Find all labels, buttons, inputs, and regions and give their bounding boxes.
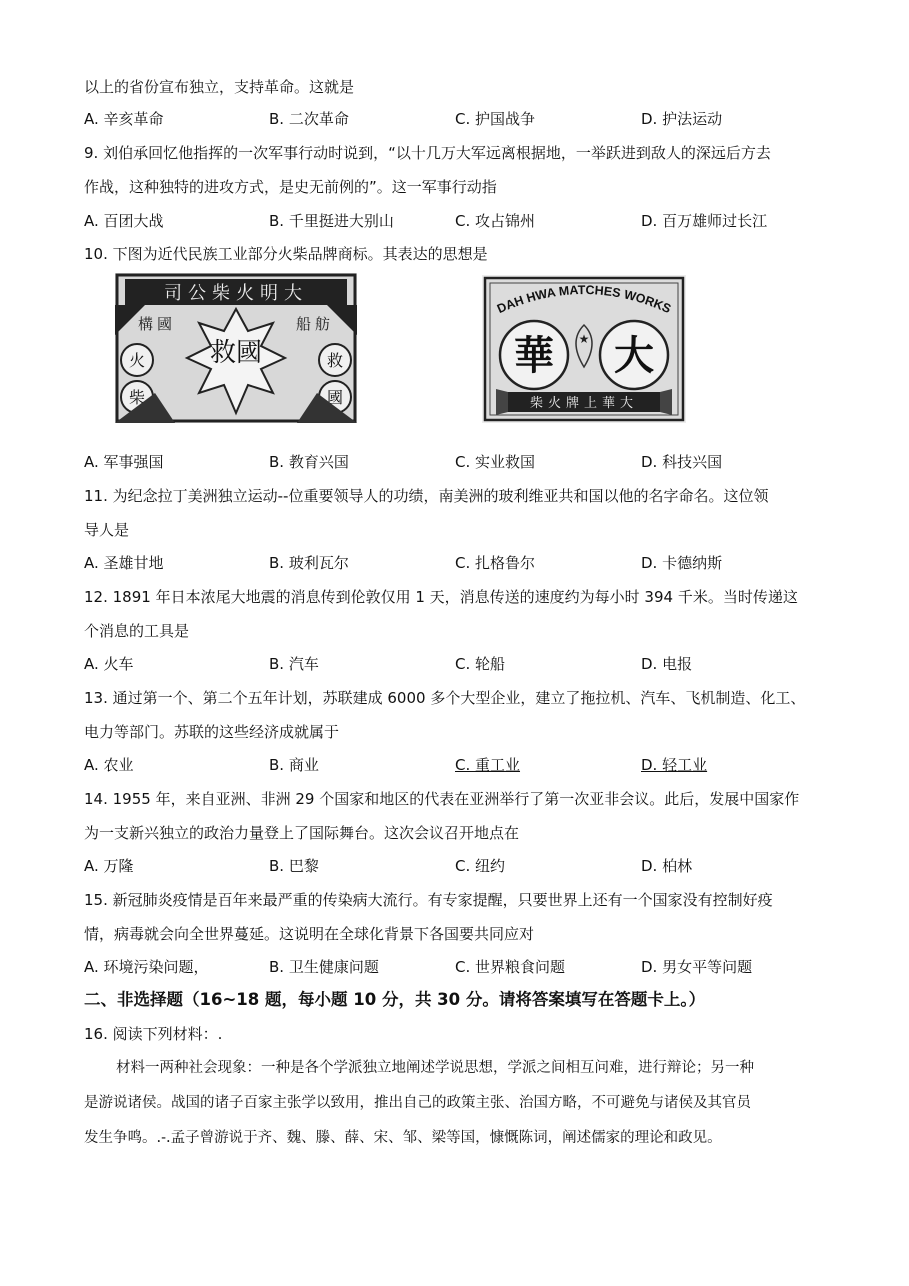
q11-stem-line2: 导人是 xyxy=(84,521,130,539)
label1-circle-nation: 國 xyxy=(326,388,344,407)
q13-option-d: D. 轻工业 xyxy=(641,756,708,774)
q15-stem-line1: 15. 新冠肺炎疫情是百年来最严重的传染病大流行。有专家提醒，只要世界上还有一个国家没有控制好疫 xyxy=(84,891,773,909)
q16-material-line2: 是游说诸侯。战国的诸子百家主张学以致用，推出自己的政策主张、治国方略，不可避免与诸侯及其官员 xyxy=(84,1095,751,1111)
label2-arc-text: DAH HWA MATCHES WORKS xyxy=(494,282,674,317)
q9-option-a: A. 百团大战 xyxy=(84,212,164,230)
q10-option-b: B. 教育兴国 xyxy=(269,453,349,471)
label1-right-text: 船舫 xyxy=(295,315,335,333)
star-icon: ★ xyxy=(578,332,590,346)
q10-option-a: A. 军事强国 xyxy=(84,453,164,471)
q11-options xyxy=(84,552,844,574)
q8-option-c: C. 护国战争 xyxy=(455,110,536,128)
q16-stem: 16. 阅读下列材料：. xyxy=(84,1025,223,1043)
q10-stem: 10. 下图为近代民族工业部分火柴品牌商标。其表达的思想是 xyxy=(84,245,488,263)
q14-stem-line1: 14. 1955 年，来自亚洲、非洲 29 个国家和地区的代表在亚洲举行了第一次亚非会议。此后，发展中国家作 xyxy=(84,790,800,808)
section2-heading: 二、非选择题（16~18 题，每小题 10 分，共 30 分。请将答案填写在答题卡上。） xyxy=(84,990,706,1009)
q9-stem-line1: 9. 刘伯承回忆他指挥的一次军事行动时说到，“以十几万大军远离根据地，一举跃进到敌人的深远后方去 xyxy=(84,144,771,162)
q12-option-a: A. 火车 xyxy=(84,655,134,673)
q15-option-b: B. 卫生健康问题 xyxy=(269,958,379,976)
q13-option-a: A. 农业 xyxy=(84,756,134,774)
q8-stem: 以上的省份宣布独立，支持革命。这就是 xyxy=(84,78,355,96)
q12-option-b: B. 汽车 xyxy=(269,655,319,673)
label1-top-text: 司公柴火明大 xyxy=(164,283,308,304)
q11-stem-line1: 11. 为纪念拉丁美洲独立运动--位重要领导人的功绩，南美洲的玻利维亚共和国以他的名字命名。这位领 xyxy=(84,487,769,505)
q8-options xyxy=(84,108,844,130)
q10-options xyxy=(84,451,844,473)
label2-bottom-text: 柴火牌上華大 xyxy=(529,396,639,411)
q10-option-c: C. 实业救国 xyxy=(455,453,536,471)
matchbox-label-jiuguo xyxy=(115,273,357,423)
q8-option-b: B. 二次革命 xyxy=(269,110,349,128)
q13-option-c: C. 重工业 xyxy=(455,756,521,774)
q13-stem-line1: 13. 通过第一个、第二个五年计划，苏联建成 6000 多个大型企业，建立了拖拉机、汽车、飞机制造、化工、 xyxy=(84,689,806,707)
q14-option-d: D. 柏林 xyxy=(641,857,693,875)
q10-option-d: D. 科技兴国 xyxy=(641,453,723,471)
q14-option-c: C. 纽约 xyxy=(455,857,506,875)
q11-option-a: A. 圣雄甘地 xyxy=(84,554,164,572)
q14-option-b: B. 巴黎 xyxy=(269,857,319,875)
q14-option-a: A. 万隆 xyxy=(84,857,134,875)
matchbox-label-dahwa xyxy=(482,275,686,423)
label1-left-text: 構國 xyxy=(137,315,177,333)
q11-option-b: B. 玻利瓦尔 xyxy=(269,554,349,572)
q9-option-c: C. 攻占锦州 xyxy=(455,212,536,230)
q9-option-b: B. 千里挺进大别山 xyxy=(269,212,394,230)
label1-circle-save: 救 xyxy=(326,351,344,370)
q14-options xyxy=(84,855,844,877)
q12-option-d: D. 电报 xyxy=(641,655,693,673)
q8-option-a: A. 辛亥革命 xyxy=(84,110,164,128)
q13-option-b: B. 商业 xyxy=(269,756,319,774)
label2-left-char: 華 xyxy=(514,332,554,379)
q11-option-d: D. 卡德纳斯 xyxy=(641,554,723,572)
q9-options xyxy=(84,210,844,232)
q13-stem-line2: 电力等部门。苏联的这些经济成就属于 xyxy=(84,723,340,741)
q12-options xyxy=(84,653,844,675)
q11-option-c: C. 扎格鲁尔 xyxy=(455,554,536,572)
q15-option-d: D. 男女平等问题 xyxy=(641,958,753,976)
q14-stem-line2: 为一支新兴独立的政治力量登上了国际舞台。这次会议召开地点在 xyxy=(84,824,520,842)
q8-option-d: D. 护法运动 xyxy=(641,110,723,128)
q16-material-line1: 材料一两种社会现象：一种是各个学派独立地阐述学说思想，学派之间相互问难，进行辩论；另一种 xyxy=(116,1060,754,1076)
q12-stem-line1: 12. 1891 年日本浓尾大地震的消息传到伦敦仅用 1 天，消息传送的速度约为每小时 394 千米。当时传递这 xyxy=(84,588,798,606)
q12-option-c: C. 轮船 xyxy=(455,655,506,673)
label1-circle-fire: 火 xyxy=(128,351,146,370)
q15-option-a: A. 环境污染问题， xyxy=(84,958,209,976)
q15-options xyxy=(84,956,844,978)
label1-circle-wood: 柴 xyxy=(128,388,146,407)
q15-option-c: C. 世界粮食问题 xyxy=(455,958,566,976)
q9-option-d: D. 百万雄师过长江 xyxy=(641,212,768,230)
q15-stem-line2: 情，病毒就会向全世界蔓延。这说明在全球化背景下各国要共同应对 xyxy=(84,925,535,943)
label2-right-char: 大 xyxy=(614,332,654,379)
q16-material-line3: 发生争鸣。.-.孟子曾游说于齐、魏、滕、薛、宋、邹、梁等国，慷慨陈词，阐述儒家的理论和政见。 xyxy=(84,1130,722,1146)
q13-options xyxy=(84,754,844,776)
label1-center-text: 救國 xyxy=(209,338,263,368)
q9-stem-line2: 作战，这种独特的进攻方式，是史无前例的”。这一军事行动指 xyxy=(84,178,497,196)
q12-stem-line2: 个消息的工具是 xyxy=(84,622,190,640)
